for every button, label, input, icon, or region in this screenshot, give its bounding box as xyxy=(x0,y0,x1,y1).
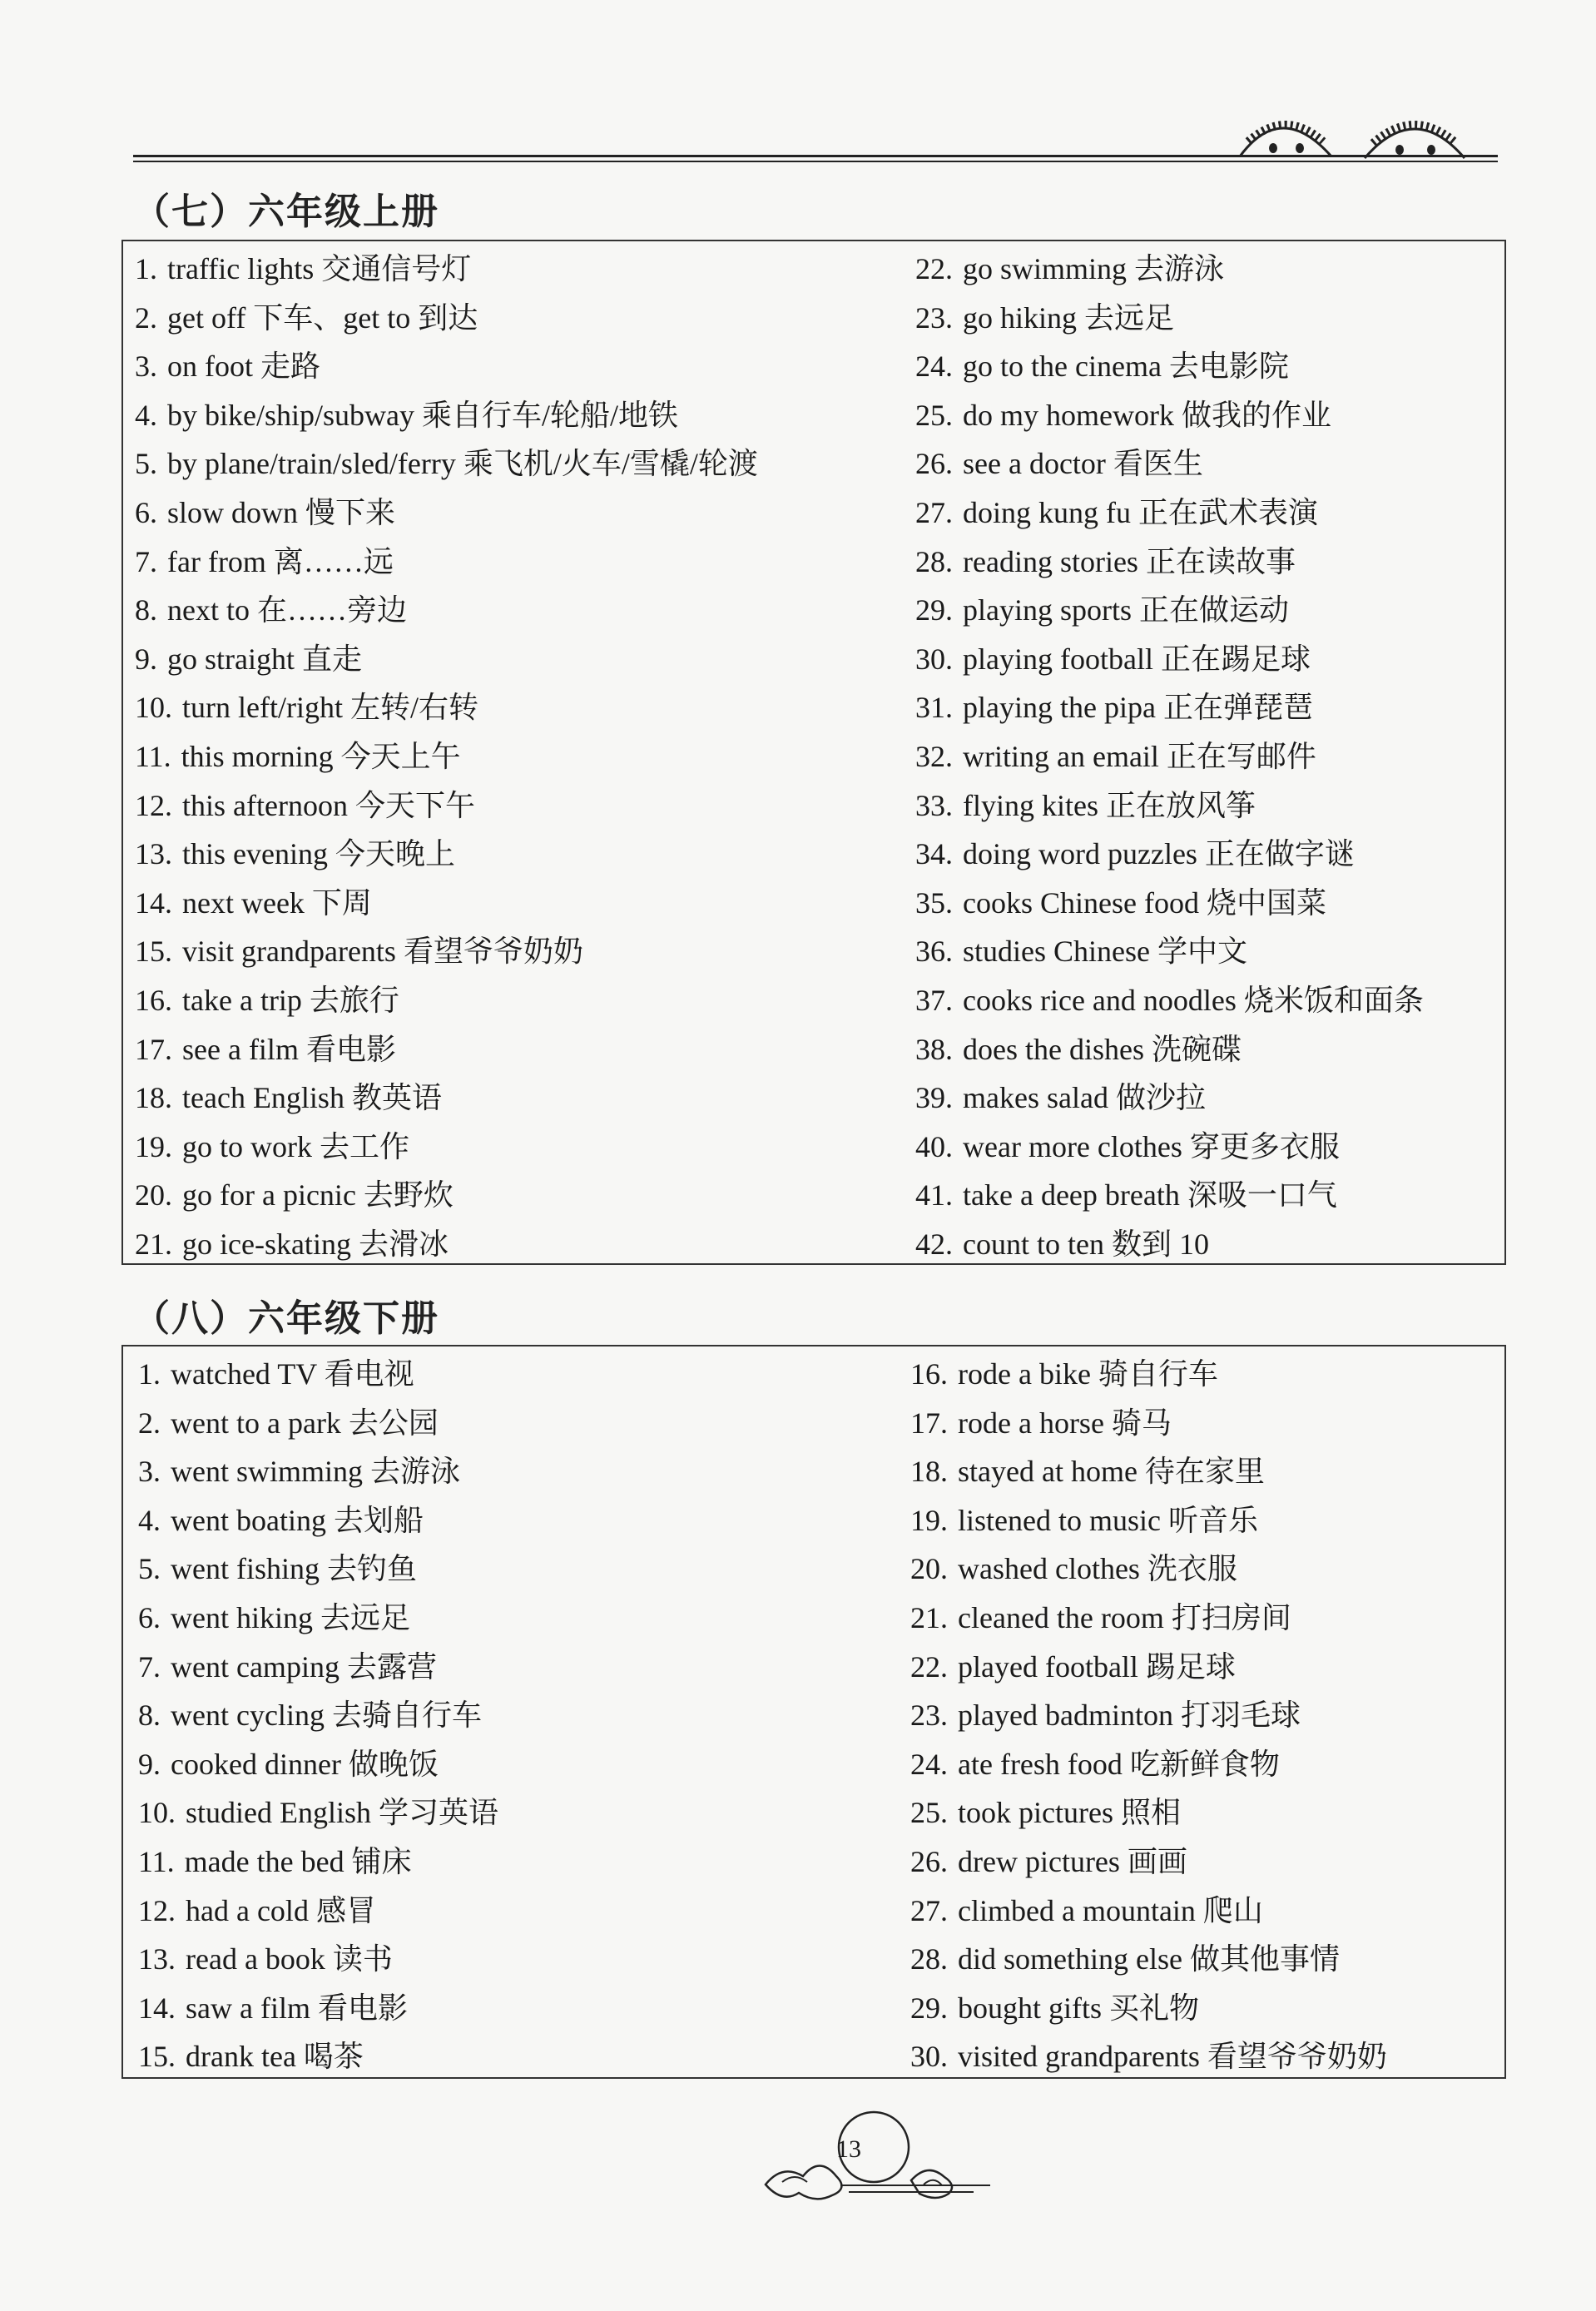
vocab-item-number: 19. xyxy=(910,1503,948,1537)
vocab-item-number: 25. xyxy=(910,1796,948,1830)
vocab-item xyxy=(138,1691,482,1739)
vocab-item-number: 7. xyxy=(138,1649,161,1684)
vocab-item-number: 2. xyxy=(138,1406,161,1440)
vocab-item-number: 17. xyxy=(910,1406,948,1440)
vocab-item-number: 11. xyxy=(135,740,171,773)
vocab-item-number: 14. xyxy=(138,1991,176,2025)
vocab-item-number: 30. xyxy=(910,2040,948,2074)
vocab-item-text: wear more clothes 穿更多衣服 xyxy=(963,1129,1340,1163)
vocab-item-text: teach English 教英语 xyxy=(182,1081,442,1115)
vocab-item xyxy=(915,976,1424,1024)
vocab-item xyxy=(135,488,395,537)
vocab-item xyxy=(135,683,478,731)
section-title-7: （七）六年级上册 xyxy=(133,191,439,233)
vocab-item-text: flying kites 正在放风筝 xyxy=(963,788,1256,822)
vocab-item xyxy=(915,1025,1242,1074)
vocab-item xyxy=(135,1074,442,1122)
vocab-item xyxy=(915,488,1318,537)
vocab-item-number: 22. xyxy=(910,1649,948,1684)
vocab-item-text: playing the pipa 正在弹琵琶 xyxy=(963,691,1313,725)
vocab-item-number: 28. xyxy=(915,544,953,578)
vocab-item-number: 33. xyxy=(915,788,953,822)
vocab-item xyxy=(135,1171,454,1219)
vocab-item-text: went cycling 去骑自行车 xyxy=(171,1699,482,1733)
vocab-item-text: playing football 正在踢足球 xyxy=(963,642,1311,676)
vocab-item-text: go to the cinema 去电影院 xyxy=(963,350,1289,384)
vocab-item-number: 21. xyxy=(135,1227,172,1261)
vocab-item-text: stayed at home 待在家里 xyxy=(958,1455,1265,1489)
vocab-item xyxy=(135,1025,396,1074)
vocab-item-number: 23. xyxy=(910,1699,948,1733)
vocab-item-number: 26. xyxy=(910,1845,948,1878)
vocab-item-text: took pictures 照相 xyxy=(958,1796,1181,1830)
vocab-item-number: 28. xyxy=(910,1942,948,1976)
vocab-item xyxy=(915,1220,1209,1268)
vocab-item xyxy=(135,1123,409,1171)
vocab-item-text: go ice-skating 去滑冰 xyxy=(182,1227,449,1261)
vocab-item-number: 35. xyxy=(915,885,953,920)
vocab-item-text: played badminton 打羽毛球 xyxy=(958,1699,1301,1733)
vocab-item xyxy=(135,1220,449,1268)
vocab-item xyxy=(915,294,1174,342)
vocab-item-number: 20. xyxy=(910,1552,948,1586)
vocab-item-text: go hiking 去远足 xyxy=(963,300,1175,335)
vocab-item xyxy=(910,1935,1340,1983)
vocab-item-text: go to work 去工作 xyxy=(182,1129,409,1163)
vocab-item-text: get off 下车、get to 到达 xyxy=(167,300,478,335)
vocab-item-number: 3. xyxy=(135,350,157,384)
vocab-item xyxy=(915,781,1256,830)
vocab-item-text: studies Chinese 学中文 xyxy=(963,935,1247,969)
vocab-item-number: 29. xyxy=(915,593,953,627)
vocab-item xyxy=(910,1496,1258,1545)
vocab-item-number: 14. xyxy=(135,885,172,920)
vocab-item-text: this morning 今天上午 xyxy=(181,740,461,773)
vocab-item-number: 15. xyxy=(135,935,172,969)
vocab-item xyxy=(138,1399,439,1447)
vocab-item xyxy=(135,879,372,927)
vocab-item-text: does the dishes 洗碗碟 xyxy=(963,1032,1242,1066)
vocab-item-text: this evening 今天晚上 xyxy=(182,837,455,871)
vocab-item-text: studied English 学习英语 xyxy=(186,1796,498,1830)
vocab-item-text: read a book 读书 xyxy=(186,1942,393,1976)
vocab-item-text: washed clothes 洗衣服 xyxy=(958,1552,1237,1586)
vocab-item xyxy=(910,1740,1280,1788)
vocab-item xyxy=(138,1545,417,1593)
vocab-item-text: watched TV 看电视 xyxy=(171,1357,414,1391)
vocab-item-number: 22. xyxy=(915,252,953,285)
vocab-item-text: by plane/train/sled/ferry 乘飞机/火车/雪橇/轮渡 xyxy=(167,447,758,481)
section-title-8: （八）六年级下册 xyxy=(133,1297,439,1340)
vocab-item xyxy=(138,1788,498,1837)
vocab-item-text: makes salad 做沙拉 xyxy=(963,1081,1206,1115)
vocab-item-text: had a cold 感冒 xyxy=(186,1893,376,1927)
vocab-item xyxy=(138,1447,460,1495)
vocab-item-number: 24. xyxy=(915,350,953,384)
vocab-item xyxy=(915,342,1289,390)
vocab-item xyxy=(138,1496,424,1545)
vocab-item-number: 19. xyxy=(135,1129,172,1163)
vocab-item-number: 7. xyxy=(135,544,157,578)
vocab-item xyxy=(138,1935,393,1983)
vocab-item-number: 11. xyxy=(138,1845,175,1878)
vocab-item-text: went swimming 去游泳 xyxy=(171,1455,460,1489)
vocab-item xyxy=(915,391,1331,439)
vocab-item-text: rode a bike 骑自行车 xyxy=(958,1357,1218,1391)
vocab-item xyxy=(135,245,471,293)
vocab-item-number: 25. xyxy=(915,398,953,432)
vocab-item-text: traffic lights 交通信号灯 xyxy=(167,252,472,285)
vocab-item-text: cooks Chinese food 烧中国菜 xyxy=(963,885,1326,920)
vocab-item xyxy=(135,830,455,878)
vocab-item xyxy=(915,927,1247,975)
vocab-item xyxy=(135,976,399,1024)
vocab-item-text: saw a film 看电影 xyxy=(186,1991,408,2025)
vocab-item xyxy=(910,1837,1187,1886)
header-rule-thin xyxy=(133,161,1498,162)
vocab-item xyxy=(138,1887,376,1935)
vocab-item-text: climbed a mountain 爬山 xyxy=(958,1893,1263,1927)
vocab-item xyxy=(915,683,1313,731)
vocab-item-text: drew pictures 画画 xyxy=(958,1845,1187,1878)
vocab-item xyxy=(915,635,1311,683)
vocab-item-text: doing kung fu 正在武术表演 xyxy=(963,496,1318,529)
vocab-item xyxy=(135,732,461,781)
vocab-item-text: playing sports 正在做运动 xyxy=(963,593,1289,627)
vocab-item-number: 34. xyxy=(915,837,953,871)
vocab-item xyxy=(135,391,678,439)
vocab-item-number: 2. xyxy=(135,300,157,335)
vocab-item-text: take a trip 去旅行 xyxy=(182,984,399,1017)
vocab-item-number: 32. xyxy=(915,740,953,773)
vocab-item-number: 36. xyxy=(915,935,953,969)
vocab-item-text: this afternoon 今天下午 xyxy=(182,788,475,822)
vocab-item-number: 24. xyxy=(910,1747,948,1781)
vocab-item-number: 4. xyxy=(138,1503,161,1537)
vocab-item xyxy=(915,830,1355,878)
vocab-item xyxy=(910,1691,1301,1739)
vocab-item-number: 21. xyxy=(910,1601,948,1634)
vocab-item xyxy=(915,1123,1340,1171)
vocab-item xyxy=(135,294,478,342)
vocab-item-number: 27. xyxy=(910,1893,948,1927)
vocab-item xyxy=(138,1740,439,1788)
vocab-item xyxy=(910,1788,1181,1837)
vocab-item-text: went boating 去划船 xyxy=(171,1503,424,1537)
vocab-item xyxy=(135,586,407,634)
vocab-item xyxy=(910,1447,1265,1495)
vocab-item-number: 26. xyxy=(915,447,953,481)
vocab-item-text: ate fresh food 吃新鲜食物 xyxy=(958,1747,1280,1781)
vocab-item-text: go for a picnic 去野炊 xyxy=(182,1178,454,1213)
vocab-item-number: 37. xyxy=(915,984,953,1017)
vocab-item-text: do my homework 做我的作业 xyxy=(963,398,1331,432)
vocab-item-number: 12. xyxy=(135,788,172,822)
vocab-item-text: listened to music 听音乐 xyxy=(958,1503,1258,1537)
vocab-item-text: see a doctor 看医生 xyxy=(963,447,1203,481)
vocab-item-number: 18. xyxy=(910,1455,948,1489)
vocab-item-number: 5. xyxy=(138,1552,161,1586)
vocab-item xyxy=(138,1350,414,1398)
vocab-item xyxy=(910,1399,1172,1447)
vocab-item xyxy=(135,927,583,975)
vocab-item-text: next week 下周 xyxy=(182,885,372,920)
vocab-item-number: 23. xyxy=(915,300,953,335)
vocab-item-text: see a film 看电影 xyxy=(182,1032,396,1066)
vocab-item-number: 9. xyxy=(135,642,157,676)
vocab-item xyxy=(135,439,758,488)
vocab-item xyxy=(915,879,1326,927)
vocab-box-8 xyxy=(121,1345,1506,2079)
vocab-item-number: 38. xyxy=(915,1032,953,1066)
vocab-item-text: far from 离……远 xyxy=(167,544,394,578)
vocab-item-number: 16. xyxy=(135,984,172,1017)
vocab-item-number: 3. xyxy=(138,1455,161,1489)
vocab-item-text: slow down 慢下来 xyxy=(167,496,396,529)
vocab-item-number: 1. xyxy=(135,252,157,285)
vocab-item-text: did something else 做其他事情 xyxy=(958,1942,1340,1976)
vocab-item-number: 17. xyxy=(135,1032,172,1066)
vocab-item-number: 29. xyxy=(910,1991,948,2025)
vocab-item xyxy=(910,2032,1387,2080)
vocab-item-text: went fishing 去钓鱼 xyxy=(171,1552,417,1586)
vocab-item-text: take a deep breath 深吸一口气 xyxy=(963,1178,1337,1213)
vocab-item-text: next to 在……旁边 xyxy=(167,593,407,627)
vocab-item-number: 1. xyxy=(138,1357,161,1391)
cloud-ornament-icon xyxy=(749,2105,999,2214)
vocab-item-text: cooks rice and noodles 烧米饭和面条 xyxy=(963,984,1424,1017)
vocab-item xyxy=(138,1837,412,1886)
vocab-item-number: 13. xyxy=(138,1942,176,1976)
vocab-item-number: 15. xyxy=(138,2040,176,2074)
vocab-item-text: go swimming 去游泳 xyxy=(963,252,1225,285)
vocab-item-number: 5. xyxy=(135,447,157,481)
page-number: 13 xyxy=(836,2135,861,2163)
vocab-item-text: cooked dinner 做晚饭 xyxy=(171,1747,439,1781)
vocab-item xyxy=(910,1594,1291,1642)
vocab-item-text: drank tea 喝茶 xyxy=(186,2040,364,2074)
vocab-item xyxy=(138,2032,364,2080)
vocab-item-text: went hiking 去远足 xyxy=(171,1601,410,1634)
vocab-item-number: 40. xyxy=(915,1129,953,1163)
vocab-item-text: bought gifts 买礼物 xyxy=(958,1991,1200,2025)
vocab-item-number: 42. xyxy=(915,1227,953,1261)
vocab-item-number: 18. xyxy=(135,1081,172,1115)
vocab-item-text: cleaned the room 打扫房间 xyxy=(958,1601,1291,1634)
vocab-item xyxy=(915,1074,1206,1122)
vocab-item-number: 13. xyxy=(135,837,172,871)
vocab-item-number: 10. xyxy=(138,1796,176,1830)
vocab-item xyxy=(910,1643,1236,1691)
vocab-item-text: went camping 去露营 xyxy=(171,1649,437,1684)
vocab-item-number: 8. xyxy=(138,1699,161,1733)
vocab-item xyxy=(915,245,1224,293)
vocab-item-number: 6. xyxy=(138,1601,161,1634)
vocab-item xyxy=(910,1350,1218,1398)
vocab-item xyxy=(138,1643,437,1691)
vocab-item xyxy=(910,1887,1263,1935)
vocab-item-text: rode a horse 骑马 xyxy=(958,1406,1172,1440)
header-rule xyxy=(133,155,1498,157)
vocab-item xyxy=(915,732,1316,781)
vocab-item xyxy=(910,1545,1237,1593)
vocab-item xyxy=(915,538,1296,586)
vocab-item xyxy=(915,586,1289,634)
vocab-item xyxy=(135,342,320,390)
vocab-item-text: reading stories 正在读故事 xyxy=(963,544,1296,578)
vocab-item xyxy=(135,538,394,586)
vocab-item-number: 4. xyxy=(135,398,157,432)
vocab-item-number: 6. xyxy=(135,496,157,529)
vocab-item-text: on foot 走路 xyxy=(167,350,320,384)
vocab-item-text: played football 踢足球 xyxy=(958,1649,1236,1684)
vocab-item-number: 20. xyxy=(135,1178,172,1213)
vocab-item-number: 16. xyxy=(910,1357,948,1391)
vocab-item-number: 12. xyxy=(138,1893,176,1927)
vocab-item xyxy=(138,1984,408,2032)
vocab-item-number: 8. xyxy=(135,593,157,627)
vocab-item xyxy=(135,635,362,683)
vocab-item-number: 30. xyxy=(915,642,953,676)
vocab-item-number: 27. xyxy=(915,496,953,529)
vocab-item-number: 10. xyxy=(135,691,172,725)
vocab-item-text: writing an email 正在写邮件 xyxy=(963,740,1316,773)
vocab-item-text: count to ten 数到 10 xyxy=(963,1227,1209,1261)
vocab-item-text: went to a park 去公园 xyxy=(171,1406,439,1440)
vocab-box-7 xyxy=(121,240,1506,1265)
vocab-item-text: go straight 直走 xyxy=(167,642,362,676)
vocab-item-text: by bike/ship/subway 乘自行车/轮船/地铁 xyxy=(167,398,678,432)
vocab-item-text: doing word puzzles 正在做字谜 xyxy=(963,837,1355,871)
vocab-item-number: 31. xyxy=(915,691,953,725)
vocab-item-text: visit grandparents 看望爷爷奶奶 xyxy=(182,935,583,969)
vocab-item xyxy=(138,1594,410,1642)
vocab-item xyxy=(910,1984,1199,2032)
vocab-item xyxy=(915,1171,1337,1219)
vocab-item xyxy=(915,439,1203,488)
vocab-item xyxy=(135,781,475,830)
vocab-item-text: made the bed 铺床 xyxy=(184,1845,412,1878)
vocab-item-text: visited grandparents 看望爷爷奶奶 xyxy=(958,2040,1387,2074)
vocab-item-text: turn left/right 左转/右转 xyxy=(182,691,478,725)
vocab-item-number: 41. xyxy=(915,1178,953,1213)
vocab-item-number: 9. xyxy=(138,1747,161,1781)
vocab-item-number: 39. xyxy=(915,1081,953,1115)
